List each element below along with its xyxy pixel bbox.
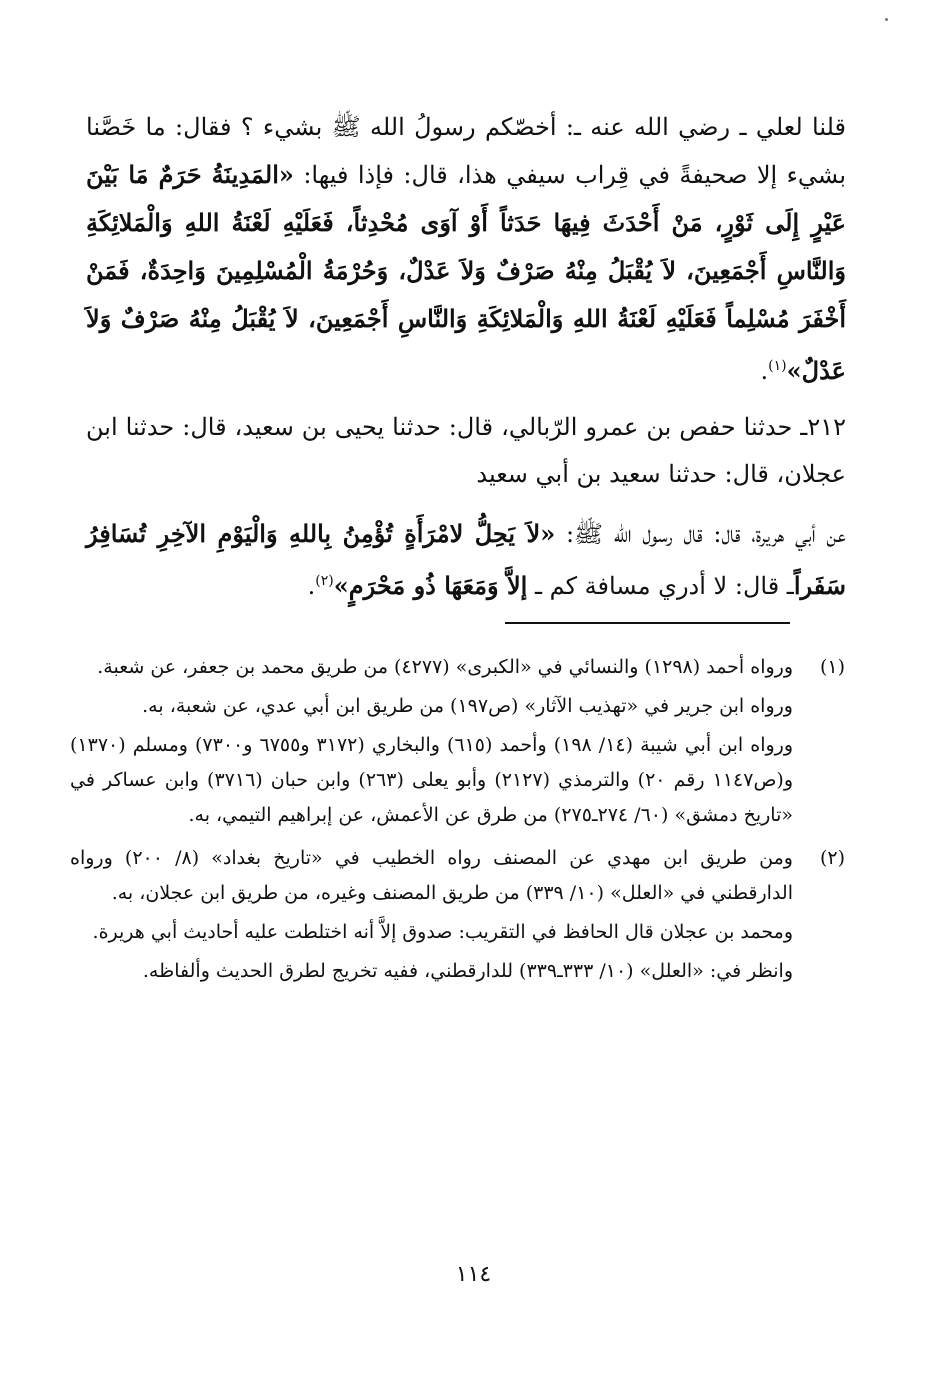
footnote-1: [70, 650, 845, 837]
main-paragraph-2: [86, 404, 846, 498]
footnote-paragraph: وانظر في: «العلل» (١٠/ ٣٣٣ـ٣٣٩) للدارقطني، ففيه تخريج لطرق الحديث وألفاظه.: [142, 960, 793, 982]
page-number: ١١٤: [455, 1262, 492, 1287]
footnote-ref-1[interactable]: (١): [768, 358, 787, 374]
main-paragraph-1: [86, 104, 846, 395]
footnote-paragraph: ورواه أحمد (١٢٩٨) والنسائي في «الكبرى» (٤٢٧٧) من طريق محمد بن جعفر، عن شعبة.: [97, 656, 793, 678]
hadith-text-part-2: إلاَّ وَمَعَهَا ذُو مَحْرَمٍ»: [333, 571, 528, 600]
footnotes: [70, 650, 845, 997]
scan-speck: [885, 18, 888, 21]
narration-intro: عن أبي هريرة، قال: قال رسول الله ﷺ:: [555, 520, 846, 548]
footnote-number: (٢): [819, 847, 845, 869]
footnote-2: [70, 841, 845, 993]
footnote-paragraph: ورواه ابن أبي شيبة (١٤/ ١٩٨) وأحمد (٦١٥) والبخاري (٣١٧٢ و٦٧٥٥ و٧٣٠٠) ومسلم (١٣٧٠) و(ص١١٤٧ رقم ٢٠) والترمذي (٢١٢٧) وأبو يعلى (٢٦٣) وابن حبان (٣٧١٦) وابن عساكر في «تاريخ دمشق» (٦٠/ ٢٧٤ـ٢٧٥) من طرق عن الأعمش، عن إبراهيم التيمي، به.: [70, 734, 794, 826]
footnote-ref-2[interactable]: (٢): [315, 573, 334, 589]
footnote-number: (١): [819, 656, 845, 678]
hadith-text: «المَدِينَةُ حَرَمٌ مَا بَيْنَ عَيْرٍ إِلَى ثَوْرٍ، مَنْ أَحْدَثَ فِيهَا حَدَثاً أَوْ آوَى مُحْدِثاً، فَعَلَيْهِ لَعْنَةُ اللهِ وَالْمَلائِكَةِ وَالنَّاسِ أَجْمَعِينَ، لاَ يُقْبَلُ مِنْهُ صَرْفٌ وَلاَ عَدْلٌ، وَحُرْمَةُ الْمُسْلِمِينَ وَاحِدَةٌ، فَمَنْ أَخْفَرَ مُسْلِماً فَعَلَيْهِ لَعْنَةُ اللهِ وَالْمَلائِكَةِ وَالنَّاسِ أَجْمَعِينَ، لاَ يُقْبَلُ مِنْهُ صَرْفٌ وَلاَ عَدْلٌ»: [86, 160, 846, 385]
footnote-body: [70, 841, 793, 993]
footnote-paragraph: ومحمد بن عجلان قال الحافظ في التقريب: صدوق إلاَّ أنه اختلطت عليه أحاديث أبي هريرة.: [92, 921, 793, 943]
footnote-body: [70, 650, 793, 837]
hadith-text-part-1: «لاَ يَحِلُّ لامْرَأَةٍ تُؤْمِنُ بِاللهِ وَالْيَوْمِ الآخِرِ تُسَافِرُ سَفَراً: [86, 519, 846, 600]
narrator-aside: ـ قال: لا أدري مسافة كم ـ: [527, 572, 794, 600]
footnote-paragraph: ومن طريق ابن مهدي عن المصنف رواه الخطيب في «تاريخ بغداد» (٨/ ٢٠٠) ورواه الدارقطني في «العلل» (١٠/ ٣٣٩) من طريق المصنف وغيره، من طريق ابن عجلان، به.: [70, 847, 793, 904]
narration-intro: قلنا لعلي ـ رضي الله عنه ـ: أخصّكم رسولُ الله ﷺ بشيء ؟ فقال: ما خَصَّنا بشيء إلا صحيفةً في قِراب سيفي هذا، قال: فإذا فيها:: [86, 113, 847, 189]
sentence-end: .: [760, 357, 769, 385]
footnote-paragraph: ورواه ابن جرير في «تهذيب الآثار» (ص١٩٧) من طريق ابن أبي عدي، عن شعبة، به.: [142, 695, 793, 717]
isnad-text: ٢١٢ـ حدثنا حفص بن عمرو الرّبالي، قال: حدثنا يحيى بن سعيد، قال: حدثنا ابن عجلان، قال: حدثنا سعيد بن أبي سعيد: [86, 413, 846, 488]
sentence-end: .: [307, 572, 316, 600]
footnote-separator: [505, 622, 790, 624]
main-paragraph-3: [86, 510, 846, 610]
